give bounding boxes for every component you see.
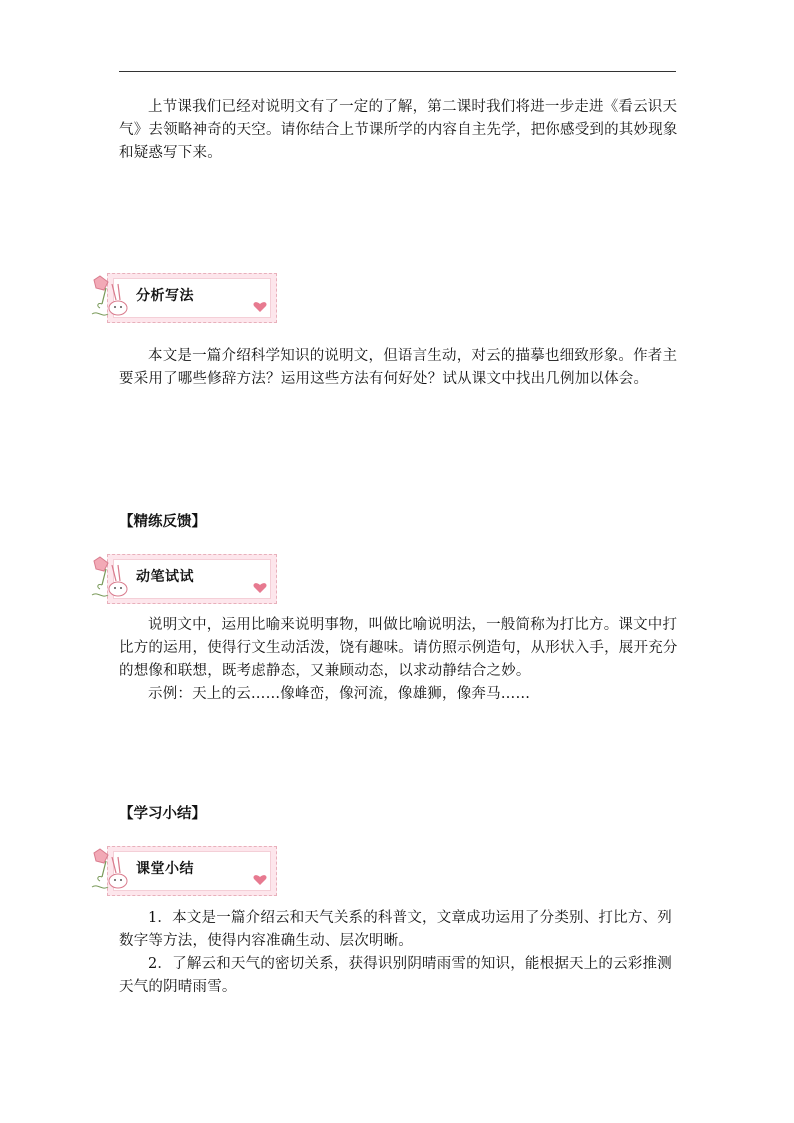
- heart-icon: [253, 582, 267, 594]
- heading-feedback: 【精练反馈】: [119, 513, 206, 530]
- banner-label: 分析写法: [136, 288, 194, 304]
- flower-rabbit-icon: [88, 551, 138, 607]
- flower-rabbit-icon: [88, 843, 138, 899]
- practice-paragraph: 说明文中，运用比喻来说明事物，叫做比喻说明法，一般简称为打比方。课文中打比方的运用，使得行文生动活泼，饶有趣味。请仿照示例造句，从形状入手，展开充分的想像和联想，既考虑静态，又兼顾动态，以求动静结合之妙。: [119, 617, 678, 679]
- heart-icon: [253, 301, 267, 313]
- flower-rabbit-icon: [88, 270, 138, 326]
- banner-practice: [88, 551, 280, 609]
- example-line: 示例：天上的云……像峰峦，像河流，像雄狮，像奔马……: [148, 686, 531, 702]
- intro-paragraph: 上节课我们已经对说明文有了一定的了解，第二课时我们将进一步走进《看云识天气》去领略神奇的天空。请你结合上节课所学的内容自主先学，把你感受到的其妙现象和疑惑写下来。: [119, 99, 678, 161]
- banner-label: 动笔试试: [136, 569, 194, 585]
- heart-icon: [253, 874, 267, 886]
- banner-label: 课堂小结: [136, 861, 194, 877]
- header-rule: [119, 71, 676, 72]
- heading-summary: 【学习小结】: [119, 805, 206, 822]
- summary-item-2: 2．了解云和天气的密切关系，获得识别阴晴雨雪的知识，能根据天上的云彩推测天气的阴晴雨雪。: [119, 956, 672, 995]
- banner-summary: [88, 843, 280, 901]
- banner-analysis: [88, 270, 280, 328]
- analysis-paragraph: 本文是一篇介绍科学知识的说明文，但语言生动，对云的描摹也细致形象。作者主要采用了哪些修辞方法？运用这些方法有何好处？试从课文中找出几例加以体会。: [119, 348, 678, 387]
- summary-item-1: 1．本文是一篇介绍云和天气关系的科普文，文章成功运用了分类别、打比方、列数字等方法，使得内容准确生动、层次明晰。: [119, 910, 672, 949]
